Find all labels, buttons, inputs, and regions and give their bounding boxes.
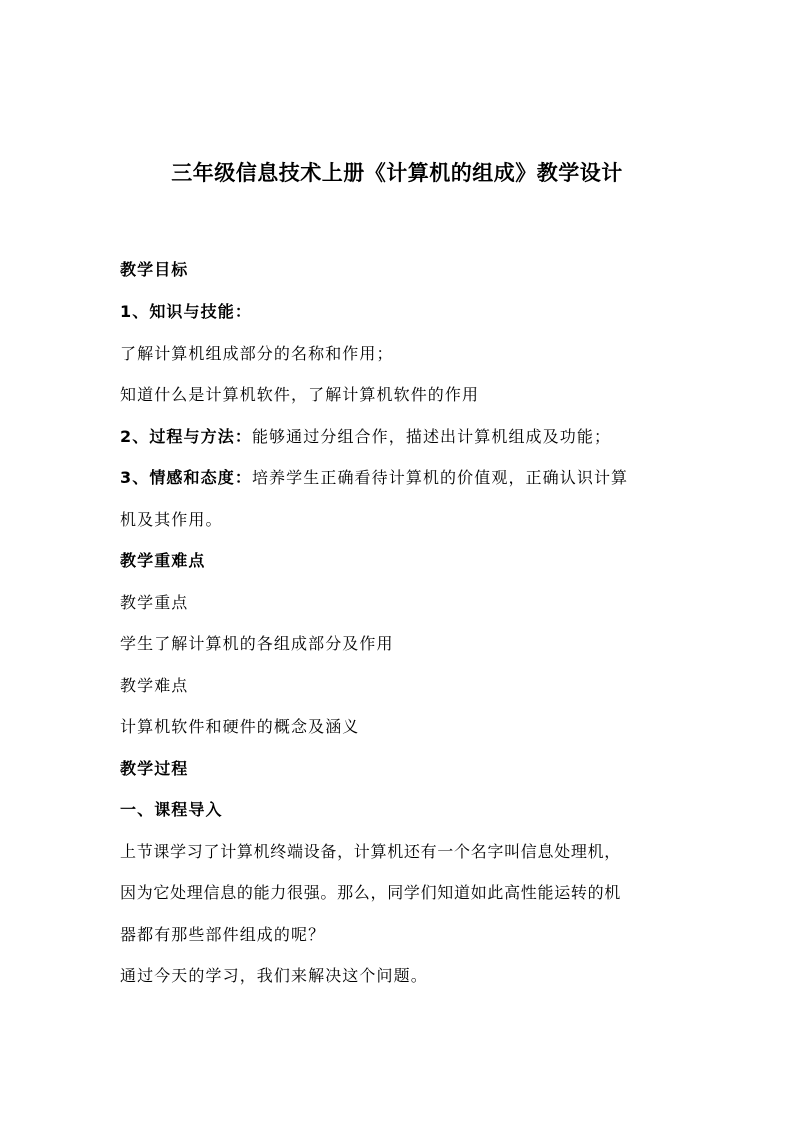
intro-paragraph-line-3: 器都有那些部件组成的呢？ <box>120 925 326 944</box>
emotion-attitude-text: 培养学生正确看待计算机的价值观，正确认识计算 <box>251 468 629 487</box>
emotion-attitude-label: 3、情感和态度： <box>120 468 252 487</box>
knowledge-skills-label: 1、知识与技能： <box>120 302 252 321</box>
document-title: 三年级信息技术上册《计算机的组成》教学设计 <box>171 161 623 185</box>
process-method-text: 能够通过分组合作，描述出计算机组成及功能； <box>251 427 612 446</box>
intro-paragraph-line-4: 通过今天的学习，我们来解决这个问题。 <box>120 966 428 985</box>
knowledge-item-1: 了解计算机组成部分的名称和作用； <box>120 344 394 363</box>
process-method-line <box>120 426 611 448</box>
teaching-difficulty-label: 教学难点 <box>120 676 189 695</box>
key-points-heading: 教学重难点 <box>120 551 206 570</box>
teaching-difficulty-text: 计算机软件和硬件的概念及涵义 <box>120 717 360 736</box>
course-intro-heading: 一、课程导入 <box>120 800 223 819</box>
intro-paragraph-line-2: 因为它处理信息的能力很强。那么，同学们知道如此高性能运转的机 <box>120 883 622 902</box>
objectives-heading: 教学目标 <box>120 260 189 279</box>
emotion-attitude-continuation: 机及其作用。 <box>120 510 223 529</box>
intro-paragraph-line-1: 上节课学习了计算机终端设备，计算机还有一个名字叫信息处理机， <box>120 842 622 861</box>
knowledge-item-2: 知道什么是计算机软件，了解计算机软件的作用 <box>120 385 480 404</box>
emotion-attitude-line <box>120 467 628 489</box>
teaching-process-heading: 教学过程 <box>120 759 189 778</box>
process-method-label: 2、过程与方法： <box>120 427 252 446</box>
teaching-focus-text: 学生了解计算机的各组成部分及作用 <box>120 634 394 653</box>
teaching-focus-label: 教学重点 <box>120 593 189 612</box>
